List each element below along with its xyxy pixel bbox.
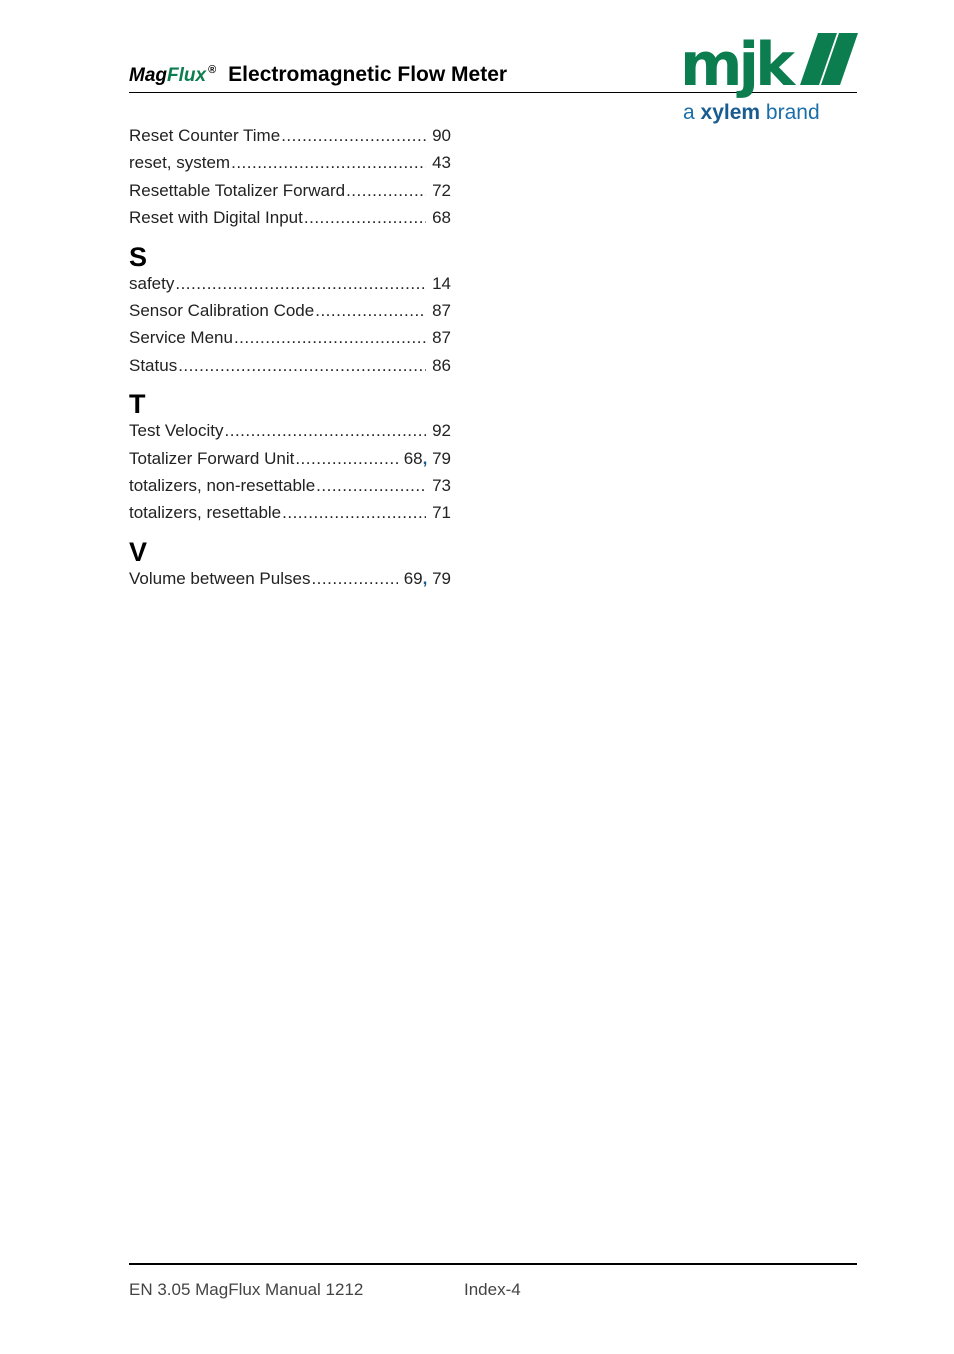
index-term: Resettable Totalizer Forward: [129, 180, 346, 200]
logo-wordmark: mjk: [680, 30, 791, 100]
index-entry: [129, 356, 451, 383]
index-pages: [432, 421, 451, 441]
index-page-number: 69: [403, 568, 423, 588]
index-entry: [129, 126, 451, 153]
index-page-number: 72: [432, 180, 451, 200]
dot-leader: [231, 153, 426, 173]
index-page-number: 14: [432, 273, 451, 293]
index-entry: [129, 153, 451, 180]
dot-leader: [225, 421, 427, 441]
index-pages: [432, 126, 451, 146]
index-entry: [129, 569, 451, 596]
brand-registered-mark: ®: [208, 64, 217, 76]
logo-tagline-pre: a: [683, 101, 695, 124]
index-page-number: 71: [432, 503, 451, 523]
index-pages: [432, 274, 451, 294]
index-letter-heading: S: [129, 241, 148, 272]
index-entry: [129, 503, 451, 530]
dot-leader: [316, 476, 426, 496]
dot-leader: [175, 274, 426, 294]
index-term: totalizers, resettable: [129, 503, 282, 523]
index-entry: [129, 421, 451, 448]
index-pages: [432, 356, 451, 376]
brand-flux: Flux: [167, 65, 207, 86]
index-page-number: 87: [432, 328, 451, 348]
dot-leader: [234, 328, 426, 348]
index-entry: [129, 301, 451, 328]
page-title: Electromagnetic Flow Meter: [228, 63, 508, 86]
index-pages: [432, 503, 451, 523]
index-letter-heading: T: [129, 389, 146, 420]
logo-tagline: [683, 101, 820, 125]
index-page-number: 92: [432, 421, 451, 441]
footer-rule: [129, 1263, 857, 1265]
index-list: [129, 126, 451, 596]
dot-leader: [281, 126, 426, 146]
header-title: [129, 63, 507, 87]
index-term: safety: [129, 273, 175, 293]
index-term: Sensor Calibration Code: [129, 300, 315, 320]
logo-tagline-brand: xylem: [700, 101, 761, 124]
index-entry: [129, 208, 451, 235]
index-entry: [129, 476, 451, 503]
index-term: Service Menu: [129, 328, 233, 348]
index-page-number: 86: [432, 355, 451, 375]
index-term: totalizers, non-resettable: [129, 475, 316, 495]
mjk-logo: [680, 30, 858, 100]
index-pages: [432, 476, 451, 496]
index-term: Volume between Pulses: [129, 568, 311, 588]
index-term: Reset with Digital Input: [129, 208, 303, 228]
index-pages: [432, 153, 451, 173]
index-term: Test Velocity: [129, 421, 224, 441]
index-page-number: 43: [432, 153, 451, 173]
index-pages: [432, 208, 451, 228]
index-entry: [129, 328, 451, 355]
index-entry: [129, 181, 451, 208]
index-page-number: 68: [403, 448, 423, 468]
index-pages: 69, 79: [403, 568, 451, 588]
index-entry: [129, 274, 451, 301]
index-pages: [432, 181, 451, 201]
dot-leader: [315, 301, 426, 321]
index-term: reset, system: [129, 153, 231, 173]
dot-leader: [304, 208, 426, 228]
index-pages: [432, 328, 451, 348]
dot-leader: [346, 181, 426, 201]
index-page-number: 73: [432, 475, 451, 495]
index-letter-heading: V: [129, 536, 148, 567]
dot-leader: [311, 569, 397, 589]
dot-leader: [295, 449, 397, 469]
index-page-number: 79: [432, 568, 451, 588]
index-page-number: 79: [432, 448, 451, 468]
index-term: Reset Counter Time: [129, 126, 281, 145]
index-pages: 68, 79: [403, 448, 451, 468]
index-page-number: 87: [432, 300, 451, 320]
logo-tagline-post: brand: [765, 101, 820, 124]
dot-leader: [282, 503, 426, 523]
index-entry: [129, 449, 451, 476]
brand-mag: Mag: [129, 65, 167, 86]
index-term: Status: [129, 355, 178, 375]
dot-leader: [178, 356, 426, 376]
footer-page-number: Index-4: [464, 1280, 521, 1299]
index-term: Totalizer Forward Unit: [129, 448, 295, 468]
index-page-number: 90: [432, 126, 451, 145]
index-pages: [432, 301, 451, 321]
footer-doc-id: EN 3.05 MagFlux Manual 1212: [129, 1280, 364, 1299]
index-page-number: 68: [432, 208, 451, 228]
